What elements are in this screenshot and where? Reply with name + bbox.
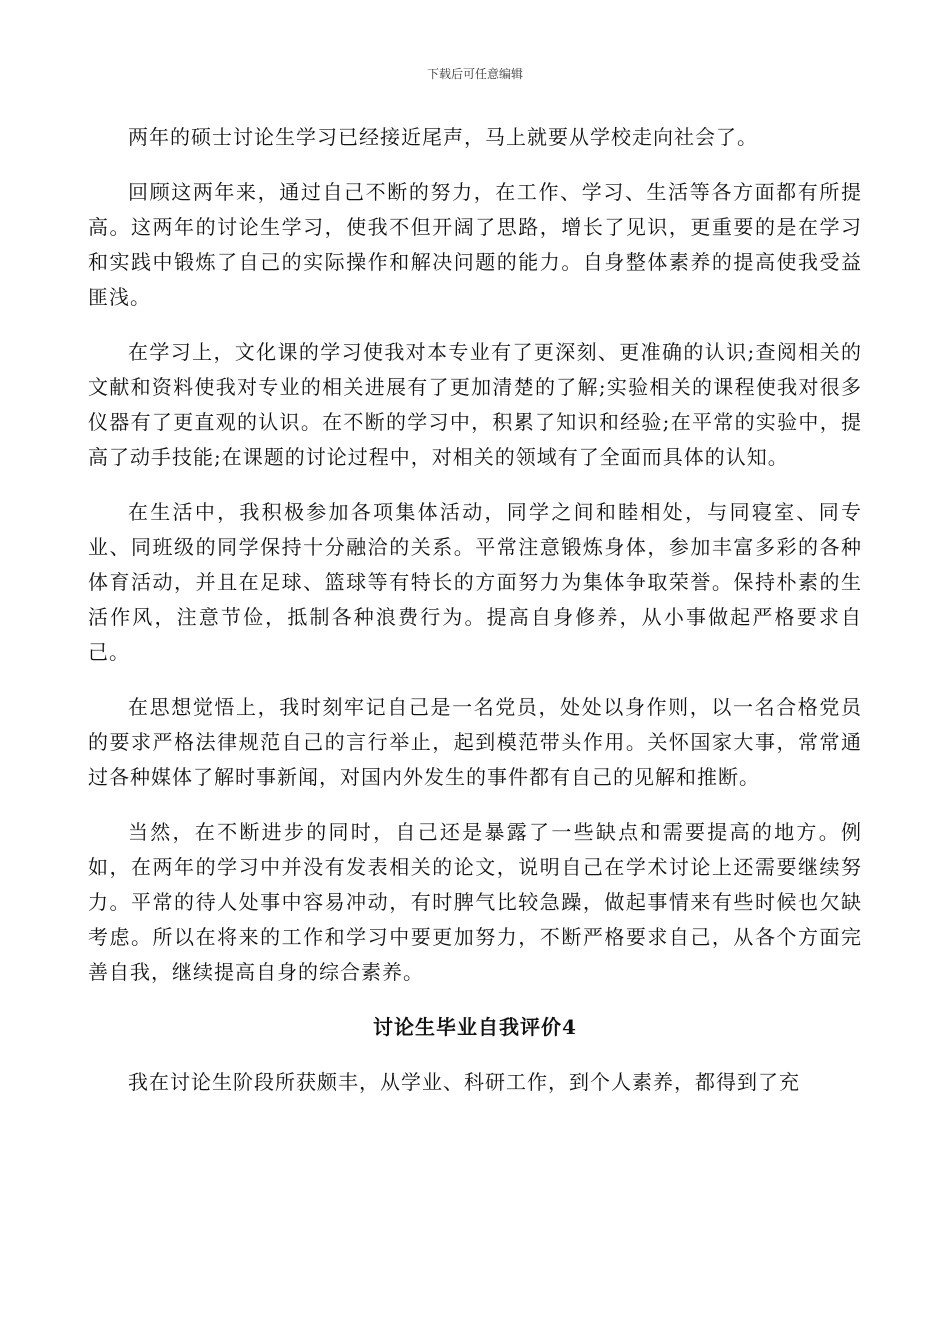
paragraph-final: 我在讨论生阶段所获颇丰，从学业、科研工作，到个人素养，都得到了充 bbox=[128, 1070, 800, 1094]
paragraph-life: 在生活中，我积极参加各项集体活动，同学之间和睦相处，与同寝室、同专业、同班级的同学保持十分融洽的关系。平常注意锻炼身体，参加丰富多彩的各种体育活动，并且在足球、篮球等有特长的方面努力为集体争取荣誉。保持朴素的生活作风，注意节俭，抵制各种浪费行为。提高自身修养，从小事做起严格要求自己。 bbox=[88, 500, 862, 664]
paragraph-ideology: 在思想觉悟上，我时刻牢记自己是一名党员，处处以身作则，以一名合格党员的要求严格法律规范自己的言行举止，起到模范带头作用。关怀国家大事，常常通过各种媒体了解时事新闻，对国内外发生的事件都有自己的见解和推断。 bbox=[88, 695, 862, 789]
paragraph-review: 回顾这两年来，通过自己不断的努力，在工作、学习、生活等各方面都有所提高。这两年的讨论生学习，使我不但开阔了思路，增长了见识，更重要的是在学习和实践中锻炼了自己的实际操作和解决问题的能力。自身整体素养的提高使我受益匪浅。 bbox=[88, 180, 862, 309]
page-header: 下载后可任意编辑 bbox=[426, 67, 523, 81]
paragraph-shortcomings: 当然，在不断进步的同时，自己还是暴露了一些缺点和需要提高的地方。例如，在两年的学习中并没有发表相关的论文，说明自己在学术讨论上还需要继续努力。平常的待人处事中容易冲动，有时脾气比较急躁，做起事情来有些时候也欠缺考虑。所以在将来的工作和学习中要更加努力，不断严格要求自己，从各个方面完善自我，继续提高自身的综合素养。 bbox=[88, 820, 862, 984]
paragraph-intro: 两年的硕士讨论生学习已经接近尾声，马上就要从学校走向社会了。 bbox=[128, 125, 758, 149]
paragraph-study: 在学习上，文化课的学习使我对本专业有了更深刻、更准确的认识;查阅相关的文献和资料使我对专业的相关进展有了更加清楚的了解;实验相关的课程使我对很多仪器有了更直观的认识。在不断的学习中，积累了知识和经验;在平常的实验中，提高了动手技能;在课题的讨论过程中，对相关的领域有了全面而具体的认知。 bbox=[88, 340, 862, 469]
section-heading: 讨论生毕业自我评价4 bbox=[373, 1015, 577, 1039]
document-body bbox=[88, 120, 862, 1120]
